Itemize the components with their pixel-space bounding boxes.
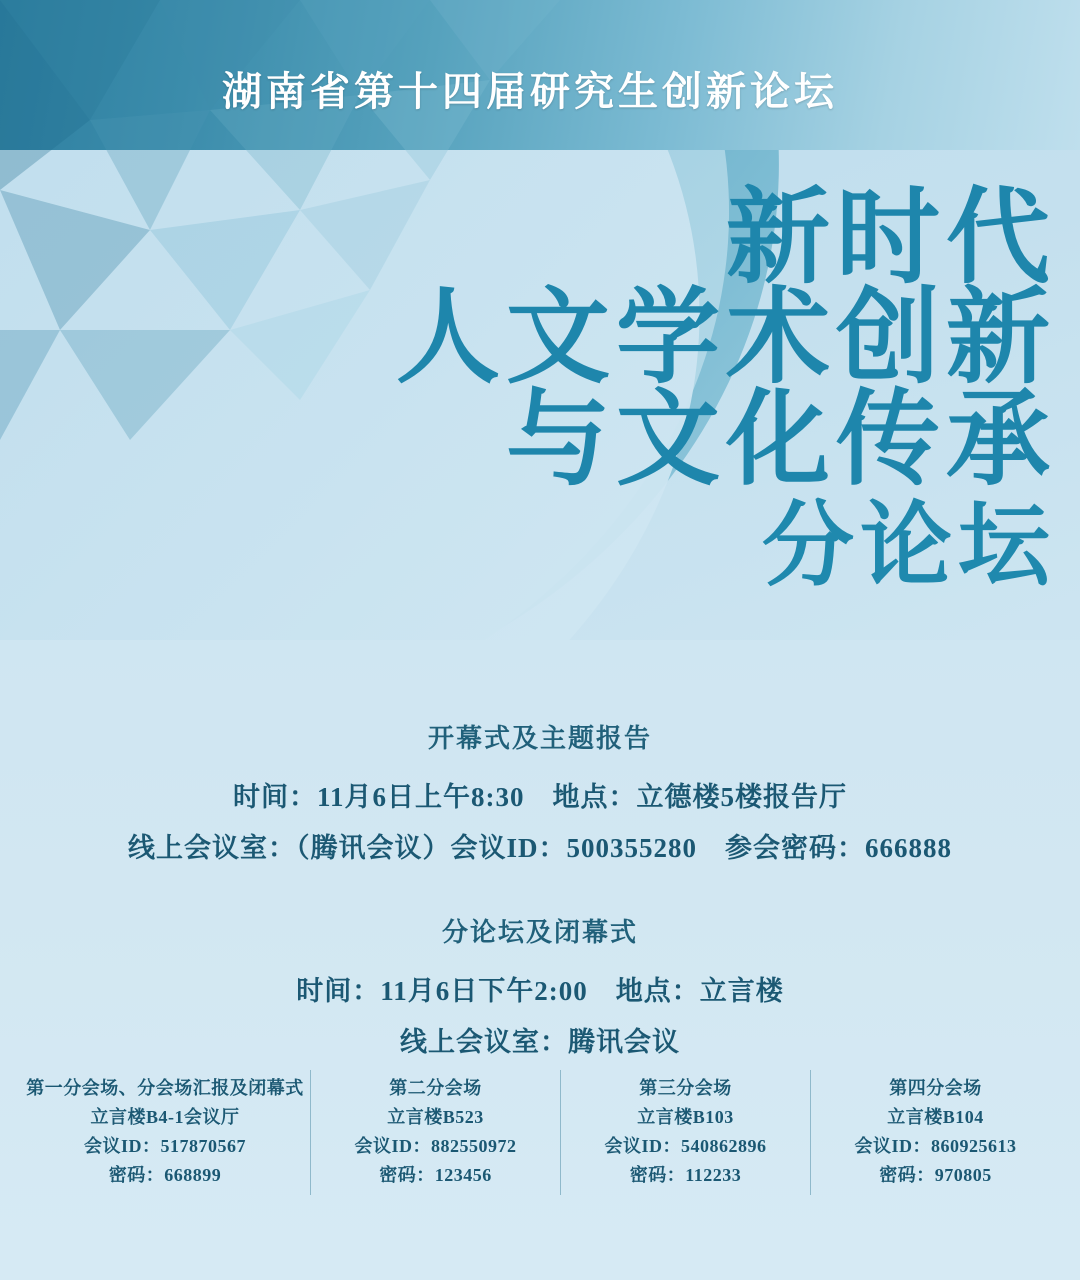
- venue-meeting-id: 会议ID：860925613: [854, 1136, 1017, 1157]
- venue-list: [0, 1070, 1080, 1195]
- venue-item: [560, 1070, 810, 1195]
- subforum-heading: 分论坛及闭幕式: [441, 918, 638, 947]
- headline-line-2: 人文学术创新: [395, 281, 1056, 397]
- headline-line-4: 分论坛: [761, 495, 1056, 598]
- venue-password: 密码：112233: [629, 1165, 742, 1186]
- subforum-online-row: [0, 1020, 1080, 1059]
- opening-place-label: 地点：: [552, 782, 637, 812]
- venue-name: 第一分会场、分会场汇报及闭幕式: [26, 1078, 304, 1098]
- opening-time-row: [0, 775, 1080, 814]
- opening-online-value: （腾讯会议）会议ID：500355280: [295, 833, 697, 863]
- opening-place-value: 立德楼5楼报告厅: [636, 782, 847, 812]
- opening-password-label: 参会密码：: [725, 833, 865, 863]
- venue-item: [20, 1070, 310, 1195]
- headline-line-1: 新时代: [725, 181, 1056, 296]
- venue-item: [310, 1070, 560, 1195]
- venue-password: 密码：970805: [879, 1165, 992, 1186]
- venue-name: 第二分会场: [389, 1078, 482, 1098]
- page-title: 湖南省第十四届研究生创新论坛: [222, 69, 838, 114]
- venue-password: 密码：668899: [108, 1165, 222, 1186]
- headline-line-3: 与文化传承: [505, 383, 1056, 499]
- opening-password-value: 666888: [865, 833, 952, 863]
- venue-name: 第三分会场: [639, 1078, 732, 1098]
- venue-meeting-id: 会议ID：540862896: [604, 1136, 767, 1157]
- venue-name: 第四分会场: [889, 1078, 982, 1098]
- opening-heading: 开幕式及主题报告: [427, 724, 652, 753]
- opening-online-row: [0, 826, 1080, 865]
- venue-room: 立言楼B104: [887, 1107, 984, 1128]
- headline-block: [0, 181, 1080, 598]
- venue-room: 立言楼B103: [637, 1107, 734, 1128]
- subforum-online-label: 线上会议室：: [400, 1027, 568, 1057]
- opening-online-label: 线上会议室：: [127, 833, 296, 863]
- venue-meeting-id: 会议ID：882550972: [354, 1136, 517, 1157]
- opening-time-label: 时间：: [232, 782, 317, 812]
- subforum-place-label: 地点：: [615, 976, 700, 1006]
- venue-room: 立言楼B4-1会议厅: [90, 1107, 240, 1128]
- subforum-time-row: [0, 969, 1080, 1008]
- subforum-place-value: 立言楼: [699, 976, 784, 1006]
- subforum-section: [0, 912, 1080, 1071]
- subforum-time-label: 时间：: [296, 976, 381, 1006]
- subforum-time-value: 11月6日下午2:00: [380, 976, 588, 1006]
- subforum-online-value: 腾讯会议: [568, 1027, 680, 1057]
- opening-time-value: 11月6日上午8:30: [316, 782, 525, 812]
- venue-item: [810, 1070, 1060, 1195]
- venue-password: 密码：123456: [379, 1165, 492, 1186]
- venue-room: 立言楼B523: [387, 1107, 484, 1128]
- opening-ceremony-section: [0, 718, 1080, 877]
- venue-meeting-id: 会议ID：517870567: [83, 1136, 246, 1157]
